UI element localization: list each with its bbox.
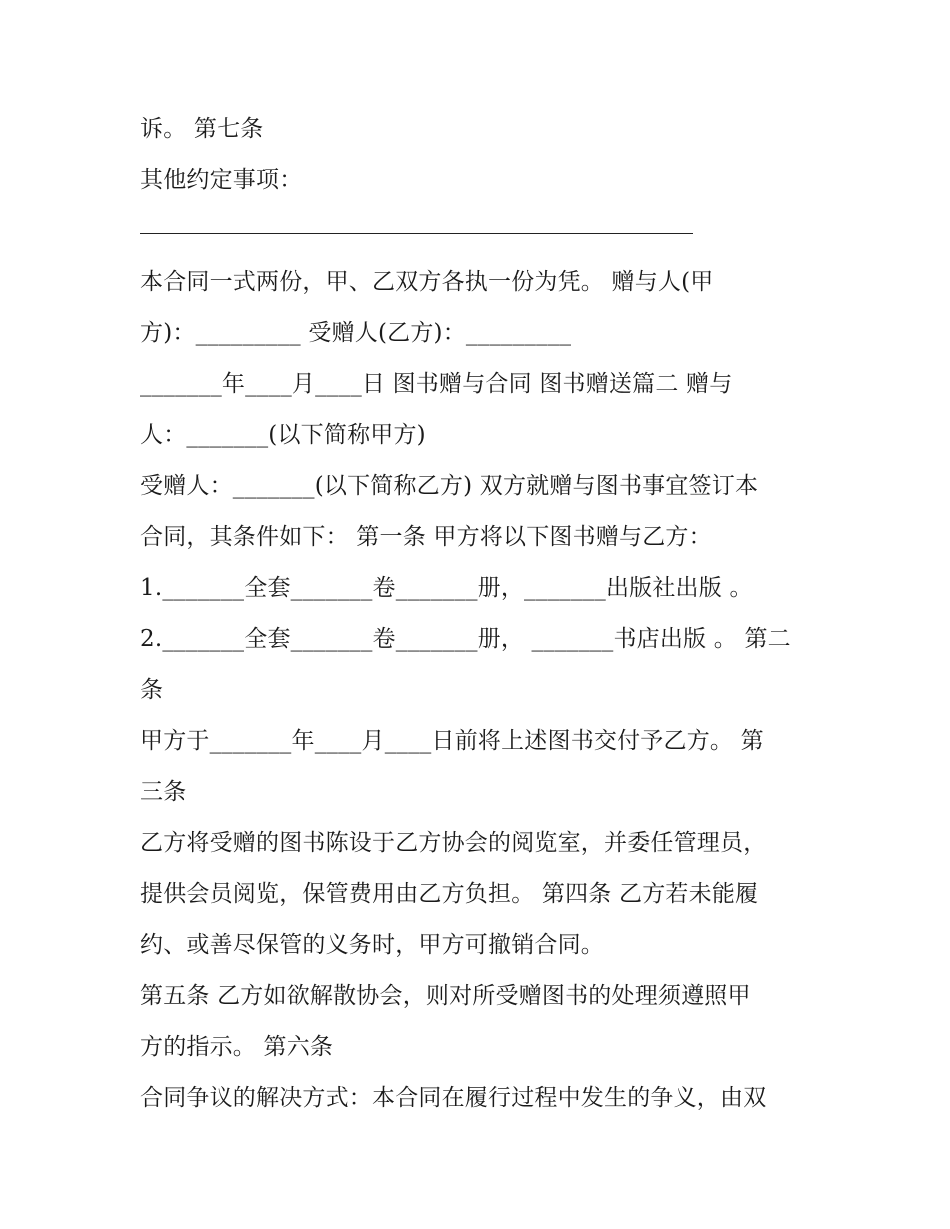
text-line-9: 合同，其条件如下： 第一条 甲方将以下图书赠与乙方： bbox=[140, 524, 712, 550]
text-line-12: 条 bbox=[140, 677, 164, 703]
text-line-6: _______年____月____日 图书赠与合同 图书赠送篇二 赠与 bbox=[140, 371, 733, 397]
text-line-4: 本合同一式两份，甲、乙双方各执一份为凭。 赠与人(甲 bbox=[140, 269, 714, 295]
text-line-8: 受赠人：_______(以下简称乙方) 双方就赠与图书事宜签订本 bbox=[140, 473, 759, 499]
text-line-17: 约、或善尽保管的义务时，甲方可撤销合同。 bbox=[140, 932, 604, 958]
text-line-11: 2._______全套_______卷_______册， _______书店出版 。 第二 bbox=[140, 626, 791, 652]
text-line-16: 提供会员阅览，保管费用由乙方负担。 第四条 乙方若未能履 bbox=[140, 881, 759, 907]
text-line-14: 三条 bbox=[140, 779, 187, 805]
document-body bbox=[140, 104, 830, 1124]
text-line-18: 第五条 乙方如欲解散协会，则对所受赠图书的处理须遵照甲 bbox=[140, 983, 751, 1009]
text-line-13: 甲方于_______年____月____日前将上述图书交付予乙方。 第 bbox=[140, 728, 764, 754]
text-line-20: 合同争议的解决方式：本合同在履行过程中发生的争义，由双 bbox=[140, 1085, 767, 1111]
text-line-10: 1._______全套_______卷_______册，_______出版社出版 。 bbox=[140, 575, 753, 601]
text-line-15: 乙方将受赠的图书陈设于乙方协会的阅览室，并委任管理员， bbox=[140, 830, 767, 856]
text-line-7: 人：_______(以下简称甲方) bbox=[140, 422, 426, 448]
text-line-5: 方)：_________ 受赠人(乙方)：_________ bbox=[140, 320, 572, 346]
text-line-19: 方的指示。 第六条 bbox=[140, 1034, 334, 1060]
underline-rule bbox=[140, 233, 693, 234]
blank-fill-line bbox=[140, 206, 830, 257]
text-line-2: 其他约定事项： bbox=[140, 167, 303, 193]
text-line-1: 诉。 第七条 bbox=[140, 116, 264, 142]
